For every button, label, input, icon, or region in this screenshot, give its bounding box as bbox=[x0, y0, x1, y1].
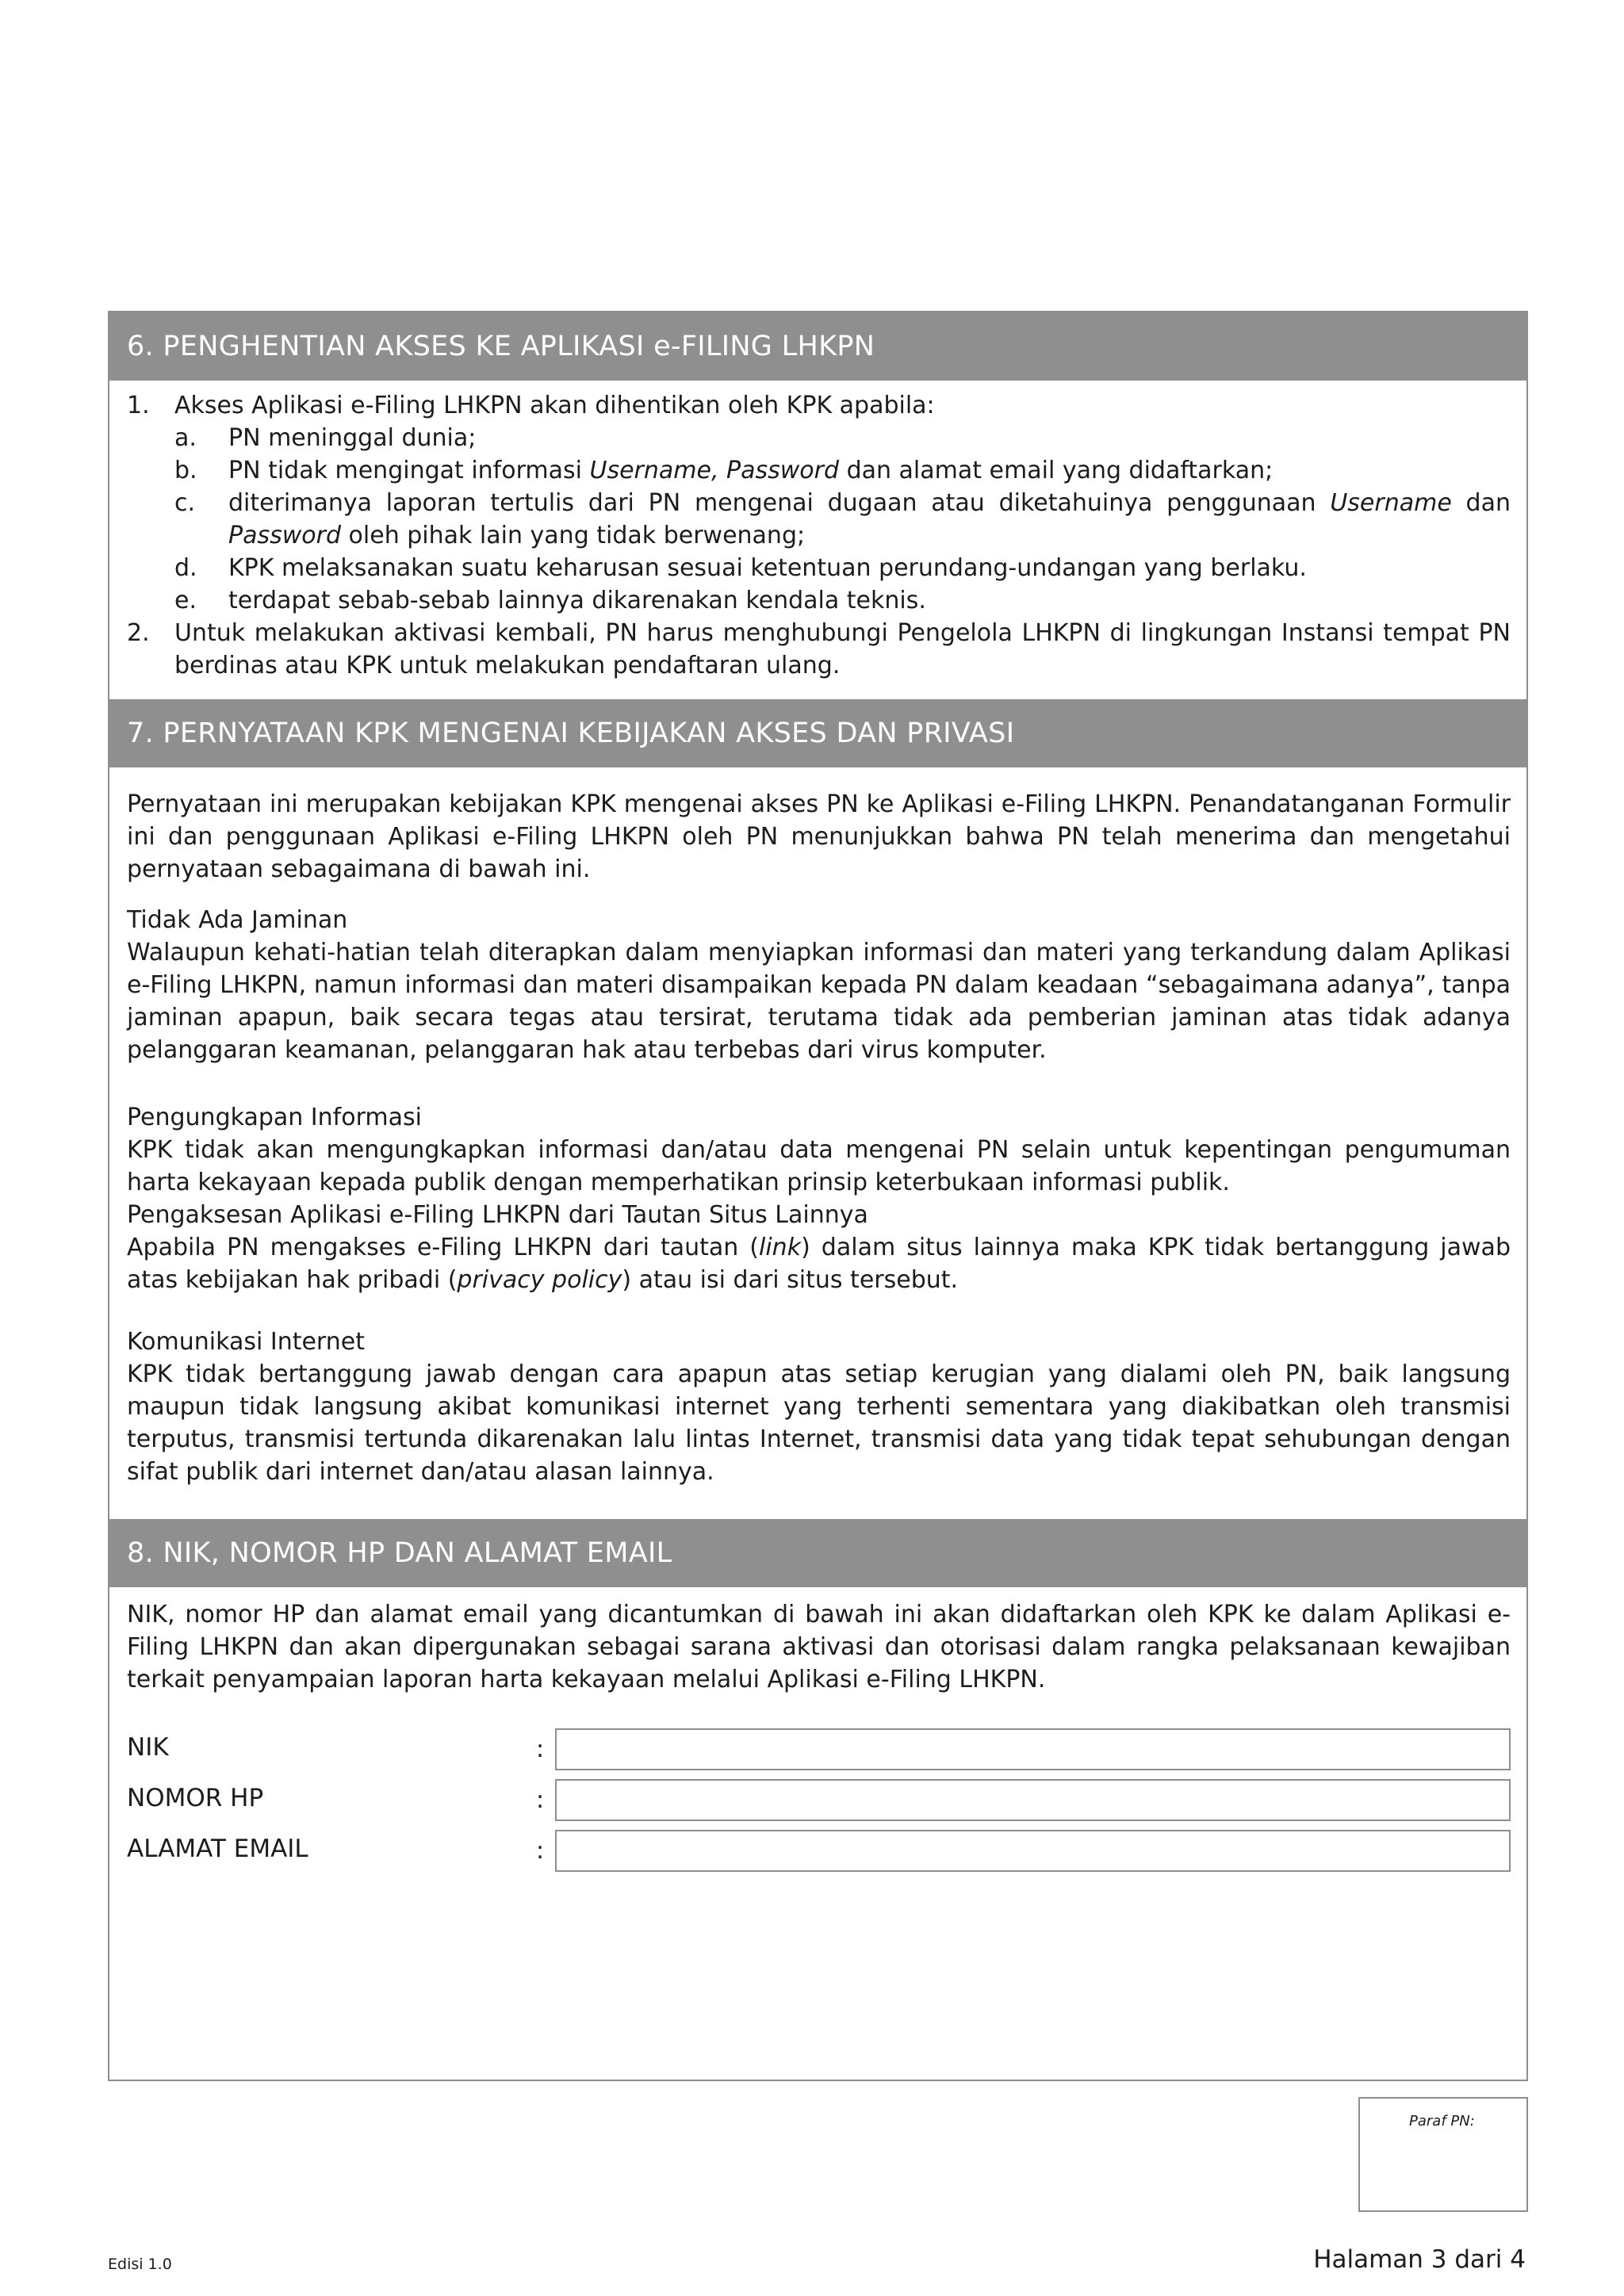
sub-item-e-text: terdapat sebab-sebab lainnya dikarenakan kendala teknis. bbox=[228, 587, 926, 614]
section-8-intro: NIK, nomor HP dan alamat email yang dicantumkan di bawah ini akan didaftarkan oleh KPK ke dalam Aplikasi e-Filing LHKPN dan akan dipergunakan sebagai sarana aktivasi dan otorisasi dalam rangka pelaksanaan kewajiban terkait penyampaian laporan harta kekayaan melalui Aplikasi e-Filing LHKPN. bbox=[127, 1601, 1511, 1693]
item-1-number: 1. bbox=[127, 392, 150, 419]
nomor-hp-colon: : bbox=[536, 1786, 545, 1814]
sub-item-c-text: diterimanya laporan tertulis dari PN mengenai dugaan atau diketahuinya penggunaan Username dan Password oleh pihak lain yang tidak berwenang; bbox=[228, 489, 1511, 549]
paraf-pn-box[interactable] bbox=[1358, 2097, 1528, 2212]
paragraph-pengungkapan-informasi: KPK tidak akan mengungkapkan informasi dan/atau data mengenai PN selain untuk kepentingan pengumuman harta kekayaan kepada publik dengan memperhatikan prinsip keterbukaan informasi publik. bbox=[127, 1136, 1511, 1196]
alamat-email-input[interactable] bbox=[555, 1830, 1511, 1872]
nomor-hp-input[interactable] bbox=[555, 1779, 1511, 1821]
sub-item-d-label: d. bbox=[174, 554, 197, 582]
section-6-header bbox=[109, 312, 1526, 381]
heading-pengungkapan-informasi: Pengungkapan Informasi bbox=[127, 1104, 422, 1131]
sub-item-a-text: PN meninggal dunia; bbox=[228, 424, 477, 452]
heading-komunikasi-internet: Komunikasi Internet bbox=[127, 1328, 365, 1356]
heading-pengaksesan-tautan: Pengaksesan Aplikasi e-Filing LHKPN dari Tautan Situs Lainnya bbox=[127, 1201, 868, 1229]
section-7-intro: Pernyataan ini merupakan kebijakan KPK mengenai akses PN ke Aplikasi e-Filing LHKPN. Penandatanganan Formulir ini dan penggunaan Aplikasi e-Filing LHKPN oleh PN menunjukkan bahwa PN telah menerima dan mengetahui pernyataan sebagaimana di bawah ini. bbox=[127, 790, 1511, 883]
sub-item-a-label: a. bbox=[174, 424, 197, 452]
section-6-title: 6. PENGHENTIAN AKSES KE APLIKASI e-FILING LHKPN bbox=[127, 331, 875, 362]
paraf-pn-label: Paraf PN: bbox=[1409, 2113, 1475, 2130]
alamat-email-label: ALAMAT EMAIL bbox=[127, 1835, 308, 1863]
sub-item-d-text: KPK melaksanakan suatu keharusan sesuai ketentuan perundang-undangan yang berlaku. bbox=[228, 554, 1307, 582]
heading-tidak-ada-jaminan: Tidak Ada Jaminan bbox=[127, 906, 348, 934]
section-8-title: 8. NIK, NOMOR HP DAN ALAMAT EMAIL bbox=[127, 1537, 672, 1569]
item-2-number: 2. bbox=[127, 619, 150, 647]
form-container bbox=[108, 311, 1528, 2081]
nik-colon: : bbox=[536, 1735, 545, 1763]
nik-label: NIK bbox=[127, 1733, 169, 1762]
page-number: Halaman 3 dari 4 bbox=[1313, 2245, 1526, 2274]
edition-label: Edisi 1.0 bbox=[108, 2256, 172, 2273]
paragraph-komunikasi-internet: KPK tidak bertanggung jawab dengan cara apapun atas setiap kerugian yang dialami oleh PN, baik langsung maupun tidak langsung akibat komunikasi internet yang terhenti sementara yang diakibatkan oleh transmisi terputus, transmisi tertunda dikarenakan lalu lintas Internet, transmisi data yang tidak tepat sehubungan dengan sifat publik dari internet dan/atau alasan lainnya. bbox=[127, 1360, 1511, 1486]
paragraph-pengaksesan-tautan: Apabila PN mengakses e-Filing LHKPN dari tautan (link) dalam situs lainnya maka KPK tidak bertanggung jawab atas kebijakan hak pribadi (privacy policy) atau isi dari situs tersebut. bbox=[127, 1234, 1511, 1294]
paragraph-tidak-ada-jaminan: Walaupun kehati-hatian telah diterapkan dalam menyiapkan informasi dan materi yang terkandung dalam Aplikasi e-Filing LHKPN, namun informasi dan materi disampaikan kepada PN dalam keadaan “sebagaimana adanya”, tanpa jaminan apapun, baik secara tegas atau tersirat, terutama tidak ada pemberian jaminan atas tidak adanya pelanggaran keamanan, pelanggaran hak atau terbebas dari virus komputer. bbox=[127, 939, 1511, 1064]
sub-item-b-text: PN tidak mengingat informasi Username, Password dan alamat email yang didaftarkan; bbox=[228, 457, 1274, 484]
section-7-title: 7. PERNYATAAN KPK MENGENAI KEBIJAKAN AKSES DAN PRIVASI bbox=[127, 718, 1015, 749]
sub-item-c-label: c. bbox=[174, 489, 196, 517]
nomor-hp-label: NOMOR HP bbox=[127, 1784, 264, 1812]
nik-input[interactable] bbox=[555, 1728, 1511, 1770]
section-7-header bbox=[109, 699, 1526, 767]
sub-item-b-label: b. bbox=[174, 457, 197, 484]
section-8-header bbox=[109, 1519, 1526, 1587]
alamat-email-colon: : bbox=[536, 1837, 545, 1865]
sub-item-e-label: e. bbox=[174, 587, 197, 614]
item-1-text: Akses Aplikasi e-Filing LHKPN akan dihentikan oleh KPK apabila: bbox=[174, 392, 935, 419]
item-2-text: Untuk melakukan aktivasi kembali, PN harus menghubungi Pengelola LHKPN di lingkungan Instansi tempat PN berdinas atau KPK untuk melakukan pendaftaran ulang. bbox=[174, 619, 1511, 679]
